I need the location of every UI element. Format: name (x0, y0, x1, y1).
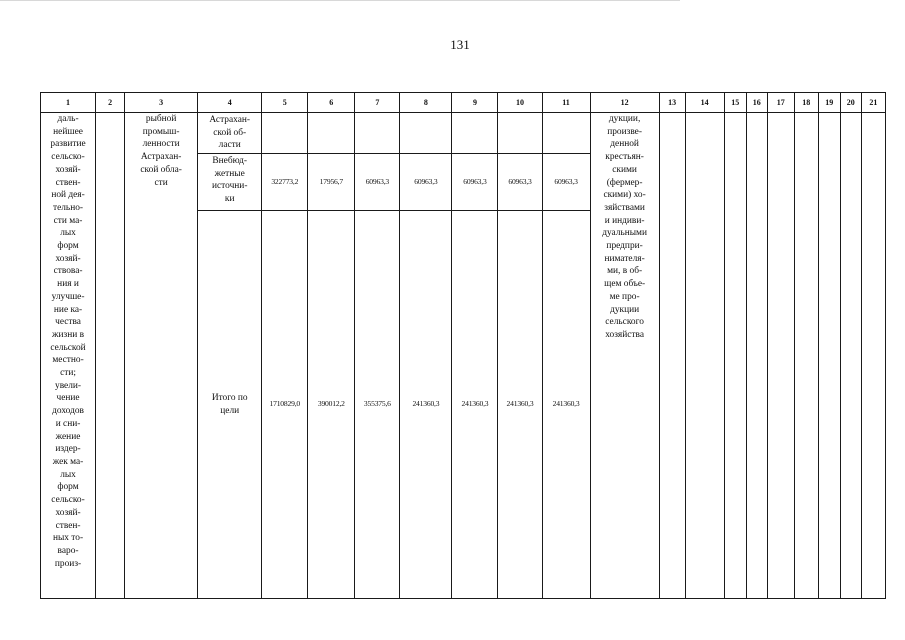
responsible-cell: рыбной промыш- ленности Астрахан- ской обла- сти (125, 113, 198, 599)
header-cell-7: 7 (355, 93, 400, 113)
value-cell: 241360,3 (542, 211, 590, 599)
header-cell-4: 4 (198, 93, 262, 113)
header-cell-21: 21 (861, 93, 885, 113)
source-label-total: Итого по цели (198, 211, 262, 599)
value-cell: 60963,3 (498, 154, 542, 211)
value-cell (498, 113, 542, 154)
empty-col-15 (724, 113, 746, 599)
header-cell-16: 16 (746, 93, 767, 113)
source-label-regional: Астрахан- ской об- ласти (198, 113, 262, 154)
header-cell-1: 1 (41, 93, 96, 113)
header-cell-3: 3 (125, 93, 198, 113)
empty-col-14 (685, 113, 724, 599)
header-cell-20: 20 (840, 93, 861, 113)
page-top-edge (0, 0, 680, 2)
empty-col-13 (659, 113, 685, 599)
value-cell (400, 113, 452, 154)
source-label-extrabudgetary: Внебюд- жетные источни- ки (198, 154, 262, 211)
value-cell: 60963,3 (452, 154, 498, 211)
goal-description-cell: даль- нейшее развитие сельско- хозяй- ствен- ной дея- тельно- сти ма- лых форм хозяй- ствова- ния и улучше- ние ка- чества жизни в сельской местно- сти; увели- чение доходов и сни- жение издер- жек ма- лых форм сельско- хозяй- ствен- ных то- варо- произ- (41, 113, 96, 599)
header-cell-2: 2 (96, 93, 125, 113)
page-number: 131 (450, 37, 470, 52)
header-cell-18: 18 (794, 93, 818, 113)
empty-col-19 (818, 113, 840, 599)
value-cell: 241360,3 (498, 211, 542, 599)
header-cell-15: 15 (724, 93, 746, 113)
empty-col-18 (794, 113, 818, 599)
value-cell: 1710829,0 (262, 211, 308, 599)
value-cell: 60963,3 (400, 154, 452, 211)
value-cell: 241360,3 (400, 211, 452, 599)
empty-col-21 (861, 113, 885, 599)
header-cell-19: 19 (818, 93, 840, 113)
header-cell-8: 8 (400, 93, 452, 113)
value-cell: 60963,3 (542, 154, 590, 211)
header-cell-10: 10 (498, 93, 542, 113)
header-row (41, 93, 886, 113)
header-cell-17: 17 (767, 93, 794, 113)
table-row-regional (41, 113, 886, 154)
value-cell: 322773,2 (262, 154, 308, 211)
budget-table (40, 92, 886, 599)
value-cell: 17956,7 (308, 154, 355, 211)
empty-col-17 (767, 113, 794, 599)
value-cell (262, 113, 308, 154)
empty-col-16 (746, 113, 767, 599)
header-cell-6: 6 (308, 93, 355, 113)
value-cell: 390012,2 (308, 211, 355, 599)
value-cell (355, 113, 400, 154)
header-cell-14: 14 (685, 93, 724, 113)
value-cell (452, 113, 498, 154)
header-cell-5: 5 (262, 93, 308, 113)
indicator-cell: дукции, произве- денной крестьян- скими (фермер- скими) хо- зяйствами и индиви- дуальными предпри- нимателя- ми, в об- щем объе- ме про- дукции сельского хозяйства (590, 113, 659, 599)
value-cell: 355375,6 (355, 211, 400, 599)
empty-col-2 (96, 113, 125, 599)
header-cell-9: 9 (452, 93, 498, 113)
value-cell (542, 113, 590, 154)
header-cell-13: 13 (659, 93, 685, 113)
value-cell: 241360,3 (452, 211, 498, 599)
header-cell-11: 11 (542, 93, 590, 113)
value-cell: 60963,3 (355, 154, 400, 211)
value-cell (308, 113, 355, 154)
empty-col-20 (840, 113, 861, 599)
header-cell-12: 12 (590, 93, 659, 113)
